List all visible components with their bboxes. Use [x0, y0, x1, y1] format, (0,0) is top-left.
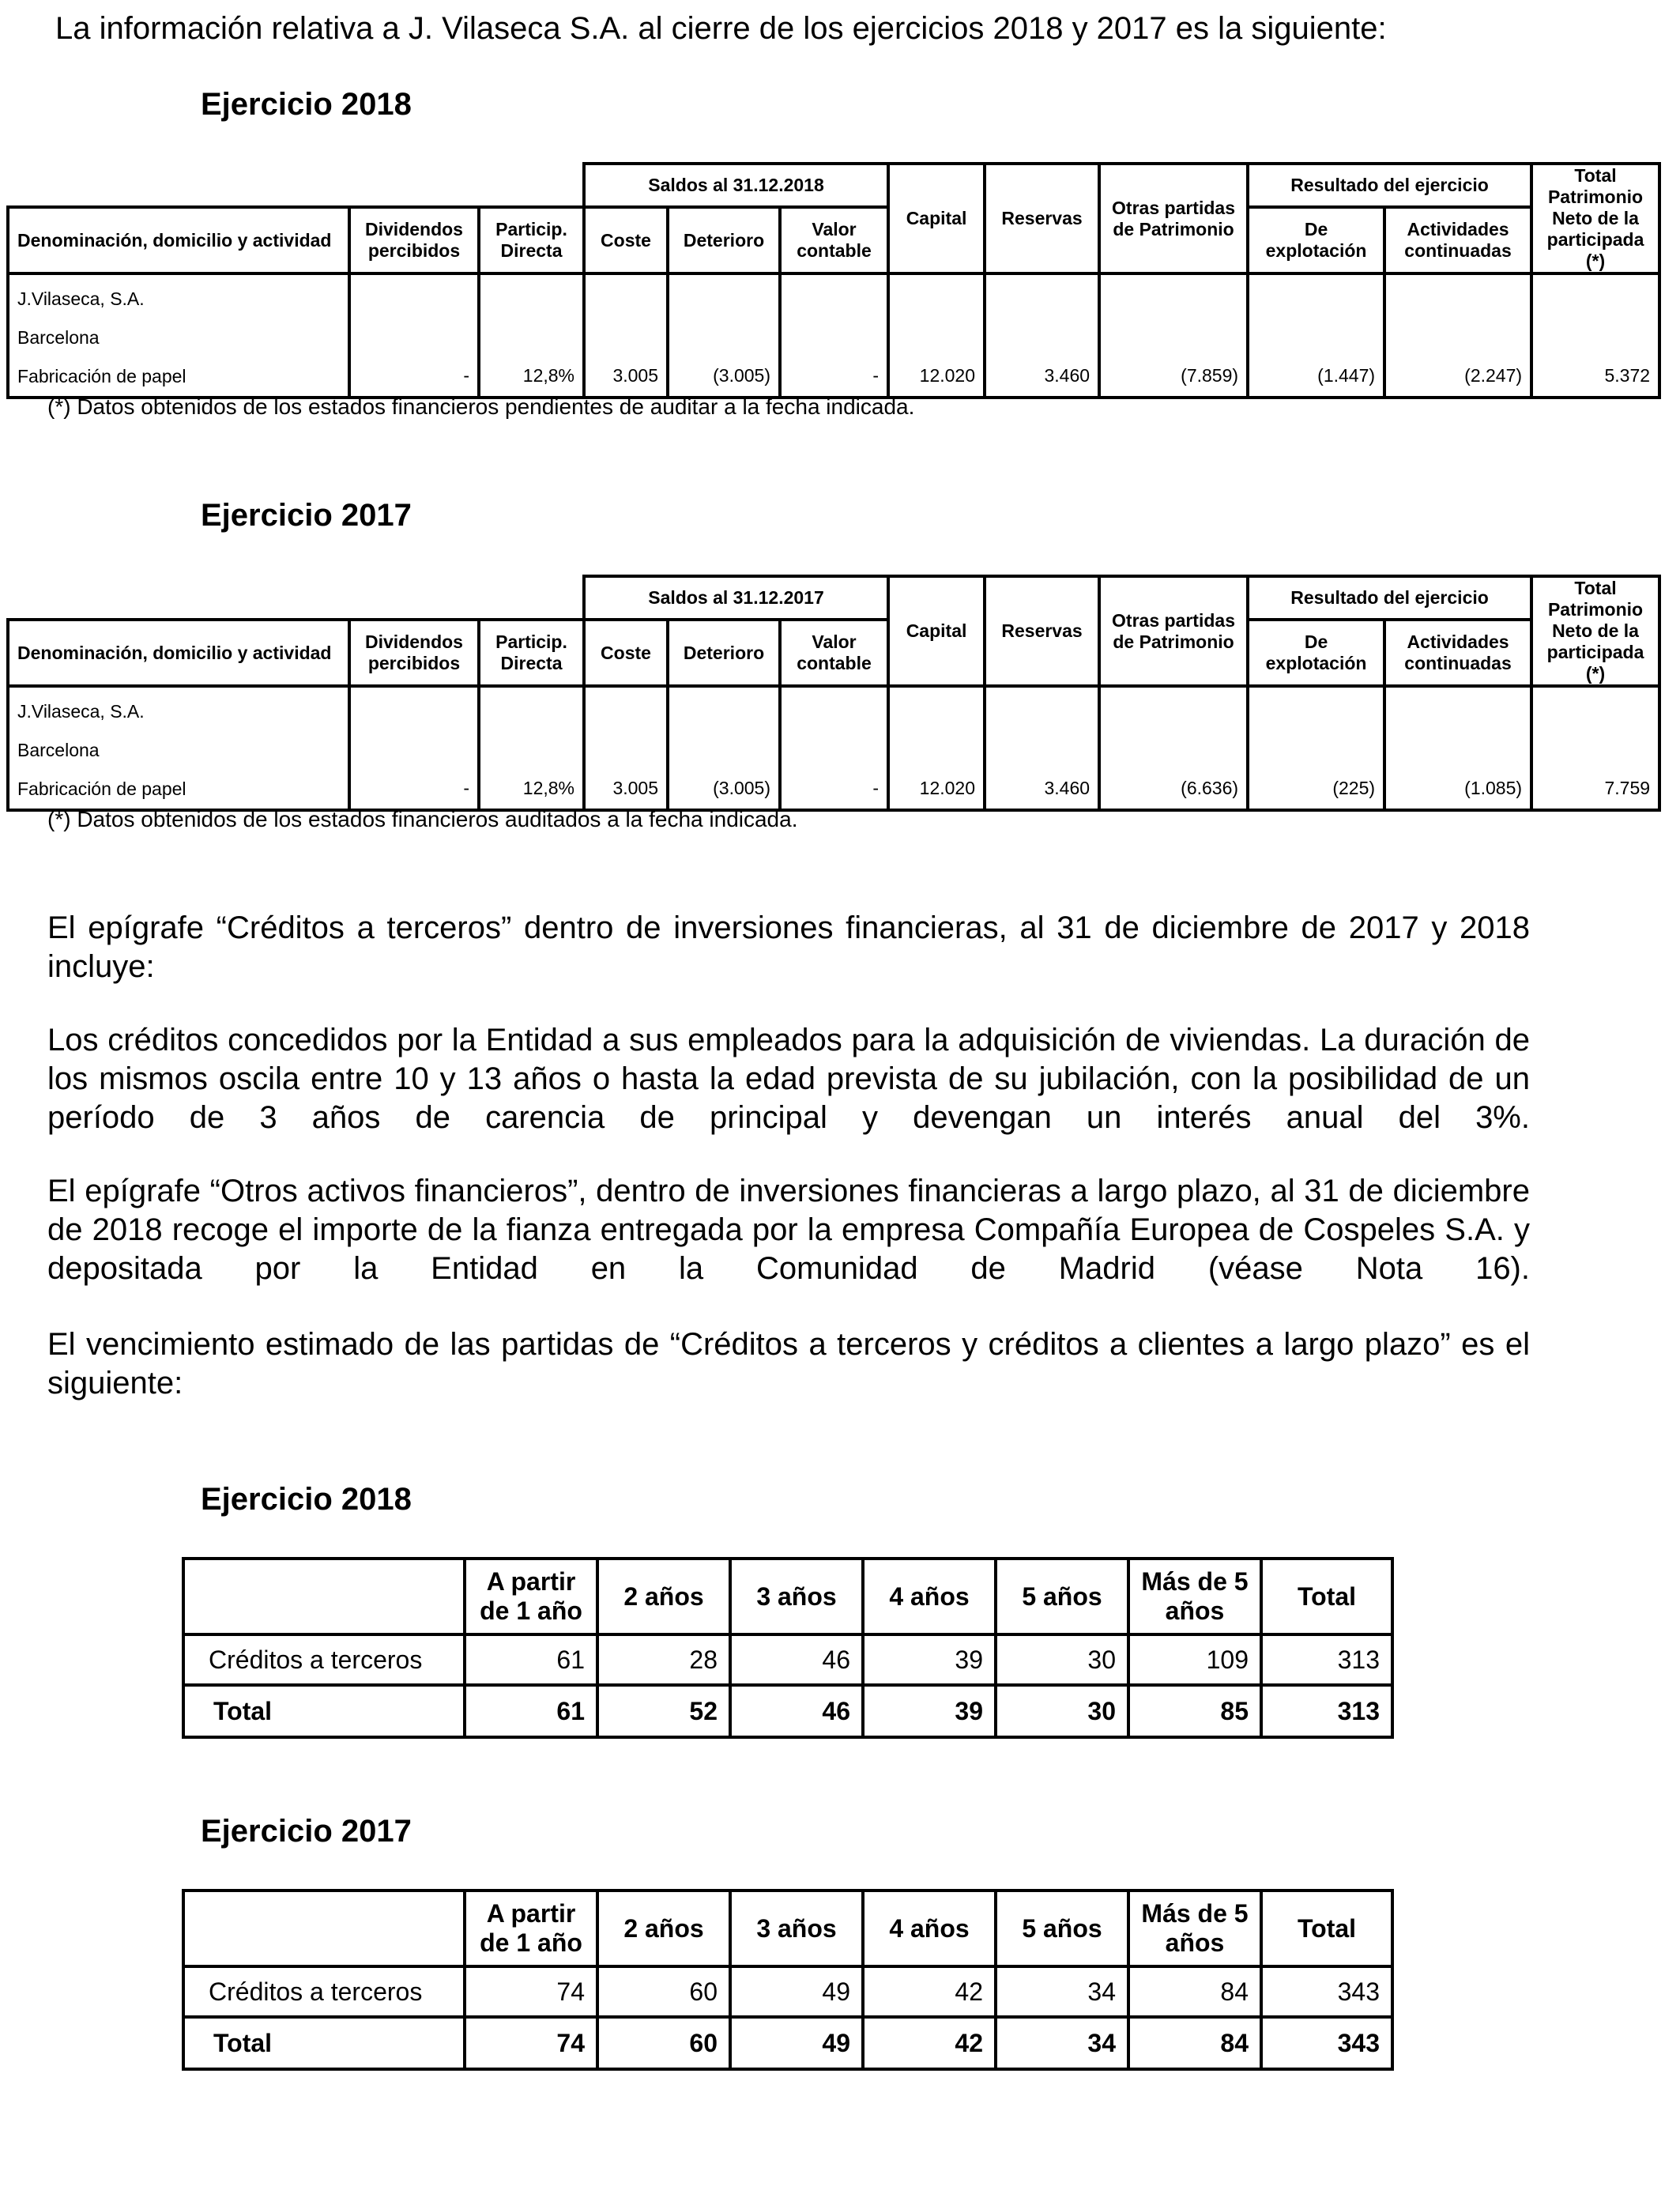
investee-table-2018: [6, 162, 1661, 399]
result-header: Resultado del ejercicio: [1248, 164, 1531, 207]
cell: 74: [465, 2017, 597, 2069]
col-header: 5 años: [996, 1891, 1128, 1966]
table-row: [183, 1634, 1392, 1685]
book-value-value: -: [780, 686, 888, 810]
table-row: [183, 1966, 1392, 2017]
col-header: 3 años: [730, 1559, 863, 1634]
cell: 46: [730, 1634, 863, 1685]
stake-header: Particip. Directa: [479, 620, 584, 686]
cell: 42: [863, 1966, 996, 2017]
continuing-value: (1.085): [1384, 686, 1531, 810]
row-label: Créditos a terceros: [183, 1634, 465, 1685]
stake-header: Particip. Directa: [479, 207, 584, 273]
row-label: Total: [183, 2017, 465, 2069]
operating-value: (1.447): [1248, 273, 1384, 398]
entity-city: Barcelona: [17, 327, 100, 348]
entity-city: Barcelona: [17, 740, 100, 760]
cell: 46: [730, 1685, 863, 1737]
total-row: [183, 1685, 1392, 1737]
col-header: 2 años: [597, 1559, 730, 1634]
impairment-header: Deterioro: [668, 207, 780, 273]
cell: 313: [1261, 1685, 1392, 1737]
cell: 39: [863, 1685, 996, 1737]
row-label: Total: [183, 1685, 465, 1737]
cost-header: Coste: [584, 620, 668, 686]
book-value-header: Valor contable: [780, 207, 888, 273]
impairment-header: Deterioro: [668, 620, 780, 686]
cell: 42: [863, 2017, 996, 2069]
maturity-heading-2017: Ejercicio 2017: [201, 1814, 412, 1849]
entity-cell: [8, 686, 349, 810]
cell: 52: [597, 1685, 730, 1737]
dividends-header: Dividendos percibidos: [349, 620, 479, 686]
col-header: 5 años: [996, 1559, 1128, 1634]
row-label: Créditos a terceros: [183, 1966, 465, 2017]
col-header: Total: [1261, 1559, 1392, 1634]
total-equity-value: 7.759: [1531, 686, 1659, 810]
col-header: 4 años: [863, 1891, 996, 1966]
paragraph-vencimiento: El vencimiento estimado de las partidas de “Créditos a terceros y créditos a clientes a largo plazo” es el siguiente:: [47, 1327, 1530, 1400]
result-header: Resultado del ejercicio: [1248, 576, 1531, 620]
stake-value: 12,8%: [479, 686, 584, 810]
cell: 61: [465, 1634, 597, 1685]
balances-header: Saldos al 31.12.2018: [584, 164, 888, 207]
cell: 61: [465, 1685, 597, 1737]
capital-value: 12.020: [888, 686, 985, 810]
reserves-header: Reservas: [985, 576, 1099, 686]
cell: 84: [1128, 2017, 1261, 2069]
operating-header: De explotación: [1248, 207, 1384, 273]
col-header: 3 años: [730, 1891, 863, 1966]
other-equity-header: Otras partidas de Patrimonio: [1099, 164, 1248, 273]
total-equity-value: 5.372: [1531, 273, 1659, 398]
impairment-value: (3.005): [668, 273, 780, 398]
footnote-2017: (*) Datos obtenidos de los estados financieros auditados a la fecha indicada.: [47, 807, 798, 831]
maturity-heading-2018: Ejercicio 2018: [201, 1482, 412, 1517]
col-header: A partir de 1 año: [465, 1559, 597, 1634]
stake-value: 12,8%: [479, 273, 584, 398]
heading-2017: Ejercicio 2017: [201, 498, 412, 533]
continuing-value: (2.247): [1384, 273, 1531, 398]
investee-table-2017: [6, 575, 1661, 812]
reserves-value: 3.460: [985, 273, 1099, 398]
book-value-value: -: [780, 273, 888, 398]
cell: 34: [996, 2017, 1128, 2069]
heading-2018: Ejercicio 2018: [201, 87, 412, 122]
cell: 60: [597, 1966, 730, 2017]
cost-value: 3.005: [584, 686, 668, 810]
cell: 34: [996, 1966, 1128, 2017]
intro-text: La información relativa a J. Vilaseca S.A. al cierre de los ejercicios 2018 y 2017 es la siguiente:: [55, 11, 1387, 46]
cell: 30: [996, 1634, 1128, 1685]
other-equity-value: (6.636): [1099, 686, 1248, 810]
dividends-value: -: [349, 273, 479, 398]
reserves-value: 3.460: [985, 686, 1099, 810]
cell: 28: [597, 1634, 730, 1685]
book-value-header: Valor contable: [780, 620, 888, 686]
col-header: 4 años: [863, 1559, 996, 1634]
maturity-table-2017: [182, 1889, 1394, 2071]
col-header: A partir de 1 año: [465, 1891, 597, 1966]
impairment-value: (3.005): [668, 686, 780, 810]
dividends-header: Dividendos percibidos: [349, 207, 479, 273]
table-row: [8, 273, 1659, 398]
other-equity-header: Otras partidas de Patrimonio: [1099, 576, 1248, 686]
cell: 49: [730, 2017, 863, 2069]
col-header: Más de 5 años: [1128, 1891, 1261, 1966]
entity-name: J.Vilaseca, S.A.: [17, 288, 145, 309]
cost-header: Coste: [584, 207, 668, 273]
entity-cell: [8, 273, 349, 398]
total-equity-header: Total Patrimonio Neto de la participada (*): [1531, 576, 1659, 686]
paragraph-otros-activos: El epígrafe “Otros activos financieros”, dentro de inversiones financieras a largo plazo, al 31 de diciembre de 2018 recoge el importe de la fianza entregada por la empresa Compañía Europea de Cospeles S.A. y depositada por la Entidad en la Comunidad de Madrid (véase Nota 16).: [47, 1174, 1530, 1286]
cell: 109: [1128, 1634, 1261, 1685]
capital-header: Capital: [888, 164, 985, 273]
capital-header: Capital: [888, 576, 985, 686]
col-header: 2 años: [597, 1891, 730, 1966]
cell: 39: [863, 1634, 996, 1685]
col-header: Total: [1261, 1891, 1392, 1966]
continuing-header: Actividades continuadas: [1384, 207, 1531, 273]
capital-value: 12.020: [888, 273, 985, 398]
entity-name: J.Vilaseca, S.A.: [17, 701, 145, 722]
cell: 84: [1128, 1966, 1261, 2017]
continuing-header: Actividades continuadas: [1384, 620, 1531, 686]
cell: 313: [1261, 1634, 1392, 1685]
total-equity-header: Total Patrimonio Neto de la participada (*): [1531, 164, 1659, 273]
cell: 49: [730, 1966, 863, 2017]
entity-header: Denominación, domicilio y actividad: [8, 207, 349, 273]
entity-activity: Fabricación de papel: [17, 778, 186, 799]
cell: 343: [1261, 1966, 1392, 2017]
dividends-value: -: [349, 686, 479, 810]
table-row: [8, 686, 1659, 810]
other-equity-value: (7.859): [1099, 273, 1248, 398]
footnote-2018: (*) Datos obtenidos de los estados financieros pendientes de auditar a la fecha indicada.: [47, 394, 915, 419]
cost-value: 3.005: [584, 273, 668, 398]
paragraph-creditos-empleados: Los créditos concedidos por la Entidad a sus empleados para la adquisición de viviendas. La duración de los mismos oscila entre 10 y 13 años o hasta la edad prevista de su jubilación, con la posibilidad de un período de 3 años de carencia de principal y devengan un interés anual del 3%.: [47, 1023, 1530, 1135]
paragraph-creditos-terceros: El epígrafe “Créditos a terceros” dentro de inversiones financieras, al 31 de diciembre de 2017 y 2018 incluye:: [47, 910, 1530, 984]
cell: 74: [465, 1966, 597, 2017]
col-header: Más de 5 años: [1128, 1559, 1261, 1634]
cell: 85: [1128, 1685, 1261, 1737]
cell: 30: [996, 1685, 1128, 1737]
operating-value: (225): [1248, 686, 1384, 810]
entity-header: Denominación, domicilio y actividad: [8, 620, 349, 686]
operating-header: De explotación: [1248, 620, 1384, 686]
entity-activity: Fabricación de papel: [17, 366, 186, 386]
total-row: [183, 2017, 1392, 2069]
cell: 343: [1261, 2017, 1392, 2069]
balances-header: Saldos al 31.12.2017: [584, 576, 888, 620]
cell: 60: [597, 2017, 730, 2069]
maturity-table-2018: [182, 1557, 1394, 1739]
reserves-header: Reservas: [985, 164, 1099, 273]
